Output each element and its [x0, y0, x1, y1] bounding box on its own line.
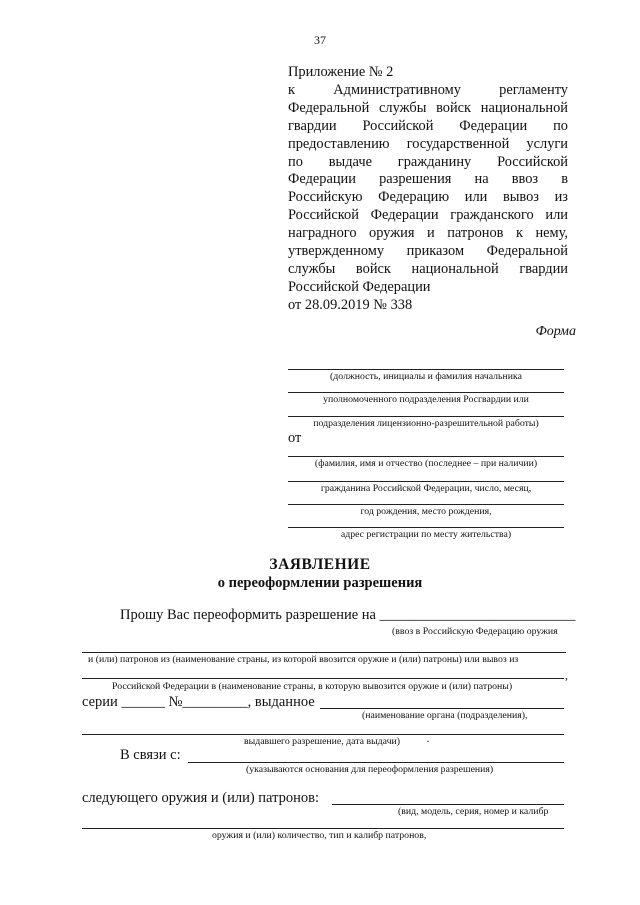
- appendix-line: Приложение № 2: [288, 64, 394, 80]
- appendix-line: от 28.09.2019 № 338: [288, 296, 413, 313]
- addressee-caption: (должность, инициалы и фамилия начальника: [330, 371, 522, 382]
- request-hint: (ввоз в Российскую Федерацию оружия: [392, 626, 558, 637]
- weapons-hint-2: оружия и (или) количество, тип и калибр патронов,: [212, 830, 427, 841]
- comma-mark: ,: [565, 668, 568, 682]
- from-label: от: [288, 430, 302, 446]
- appendix-line: Федеральной службы войск национальной: [288, 99, 568, 116]
- applicant-rule[interactable]: [288, 504, 564, 505]
- page-number: 37: [314, 33, 326, 47]
- issued-rule-2[interactable]: [82, 734, 564, 735]
- document-subtitle: о переоформлении разрешения: [217, 575, 423, 591]
- addressee-rule[interactable]: [288, 369, 564, 370]
- reason-hint: (указываются основания для переоформления разрешения): [246, 764, 494, 775]
- series-line: серии ______ №_________, выданное: [82, 694, 315, 710]
- applicant-caption: (фамилия, имя и отчество (последнее – при наличии): [314, 458, 538, 469]
- dot-mark: ·: [426, 734, 430, 748]
- applicant-caption: гражданина Российской Федерации, число, месяц,: [320, 483, 532, 494]
- request-label: Прошу Вас переоформить разрешение на: [120, 607, 380, 623]
- appendix-line: утвержденному приказом Федеральной: [288, 243, 568, 260]
- request-blank[interactable]: ___________________________: [379, 607, 576, 623]
- export-hint: Российской Федерации в (наименование страны, в которую вывозится оружие и (или) патроны): [112, 681, 513, 692]
- weapons-hint: (вид, модель, серия, номер и калибр: [398, 806, 549, 817]
- addressee-rule[interactable]: [288, 416, 564, 417]
- weapons-rule[interactable]: [332, 804, 564, 805]
- appendix-block: [288, 64, 568, 315]
- form-label: Форма: [535, 324, 576, 339]
- organ-hint: (наименование органа (подразделения),: [362, 710, 528, 721]
- appendix-line: Российскую Федерацию или вывоз из: [288, 189, 568, 206]
- appendix-line: к Административному регламенту: [288, 81, 568, 98]
- country-rule[interactable]: [82, 652, 566, 653]
- applicant-caption: год рождения, место рождения,: [360, 506, 492, 517]
- appendix-line: предоставлению государственной услуги: [288, 135, 568, 152]
- applicant-rule[interactable]: [288, 481, 564, 482]
- appendix-line: наградного оружия и патронов к нему,: [288, 225, 568, 242]
- country-rule[interactable]: [82, 678, 564, 679]
- appendix-line: службы войск национальной гвардии: [288, 260, 568, 277]
- appendix-line: Российской Федерации гражданского или: [288, 207, 568, 224]
- appendix-line: Федерации разрешения на ввоз в: [288, 171, 568, 188]
- document-title: ЗАЯВЛЕНИЕ: [269, 556, 371, 573]
- appendix-line: по выдаче гражданину Российской: [288, 153, 568, 170]
- request-text: [120, 607, 575, 624]
- addressee-caption: подразделения лицензионно-разрешительной работы): [313, 418, 539, 429]
- addressee-caption: уполномоченного подразделения Росгвардии или: [323, 394, 529, 405]
- issued-hint: выдавшего разрешение, дата выдачи): [244, 736, 401, 747]
- appendix-line: Российской Федерации: [288, 278, 431, 295]
- addressee-rule[interactable]: [288, 392, 564, 393]
- reason-label: В связи с:: [120, 747, 181, 763]
- weapons-rule-2[interactable]: [82, 828, 564, 829]
- applicant-caption: адрес регистрации по месту жительства): [340, 529, 512, 540]
- applicant-rule[interactable]: [288, 456, 564, 457]
- weapons-label: следующего оружия и (или) патронов:: [82, 790, 320, 806]
- country-hint: и (или) патронов из (наименование страны, из которой ввозится оружие и (или) патроны) или вывоз из: [88, 654, 519, 665]
- reason-rule[interactable]: [188, 762, 564, 763]
- applicant-rule[interactable]: [288, 527, 564, 528]
- appendix-line: гвардии Российской Федерации по: [288, 117, 568, 134]
- issued-rule[interactable]: [320, 708, 564, 709]
